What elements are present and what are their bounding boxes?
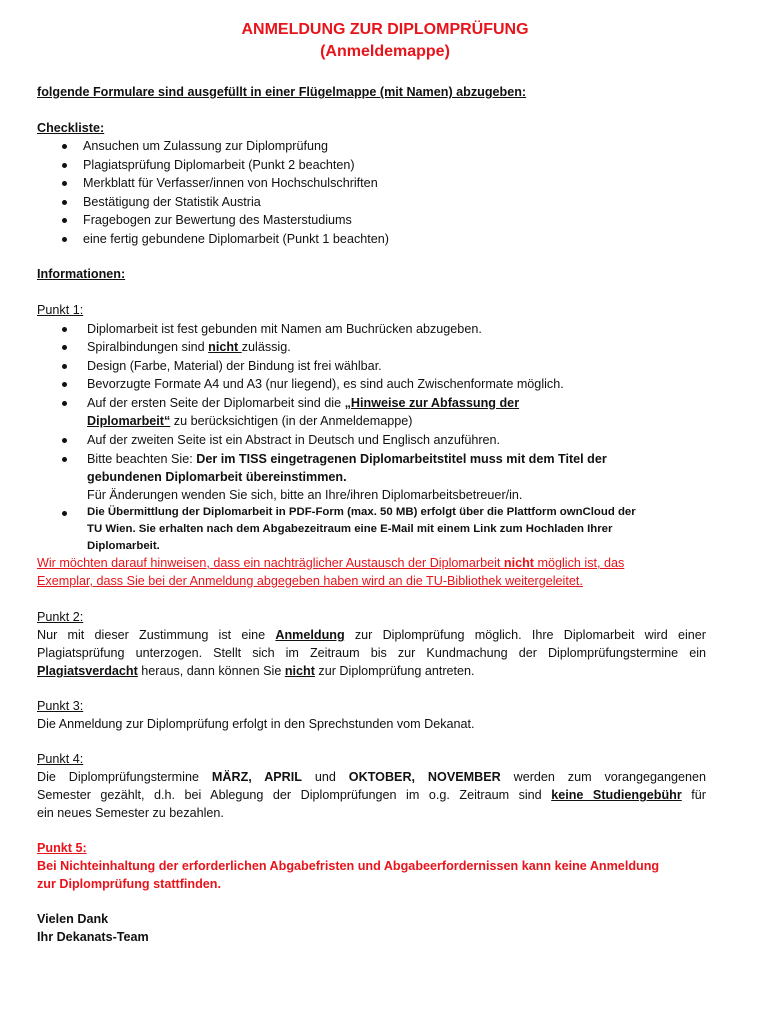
punkt5-text: zur Diplomprüfung stattfinden. [37, 877, 221, 891]
punkt1-item: Auf der zweiten Seite ist ein Abstract in Deutsch und Englisch anzuführen. [87, 433, 501, 447]
punkt2-text [37, 664, 475, 678]
emphasis: nicht [284, 664, 315, 678]
text: heraus, dann können Sie [137, 664, 285, 678]
punkt1-item: Diplomarbeit ist fest gebunden mit Namen am Buchrücken abzugeben. [87, 322, 482, 336]
punkt5-text: Bei Nichteinhaltung der erforderlichen Abgabefristen und Abgabeerfordernissen kann keine Anmeldung [37, 859, 660, 873]
checklist-item: Plagiatsprüfung Diplomarbeit (Punkt 2 beachten) [83, 158, 355, 172]
bullet-icon [62, 179, 70, 187]
warning-text-cont: Exemplar, dass Sie bei der Anmeldung abgegeben haben wird an die TU-Bibliothek weitergeleitet. [37, 574, 583, 588]
emphasis: Der im TISS eingetragenen Diplomarbeitstitel muss mit dem Titel der [196, 452, 607, 466]
emphasis: MÄRZ, APRIL [211, 770, 302, 784]
punkt3-heading: Punkt 3: [37, 699, 84, 713]
emphasis: nicht [208, 340, 242, 354]
emphasis: nicht [503, 556, 534, 570]
punkt3-text: Die Anmeldung zur Diplomprüfung erfolgt in den Sprechstunden vom Dekanat. [37, 717, 475, 731]
intro-text: folgende Formulare sind ausgefüllt in einer Flügelmappe (mit Namen) abzugeben: [37, 85, 527, 99]
punkt1-item-cont: Diplomarbeit. [87, 540, 160, 552]
checklist-item: Ansuchen um Zulassung zur Diplomprüfung [83, 139, 329, 153]
punkt1-heading: Punkt 1: [37, 303, 84, 317]
text: Bitte beachten Sie: [87, 452, 197, 466]
emphasis: OKTOBER, NOVEMBER [348, 770, 501, 784]
emphasis: Diplomarbeit“ [87, 414, 171, 428]
bullet-icon [62, 380, 70, 388]
punkt1-item-cont [87, 414, 413, 428]
punkt1-item: Die Übermittlung der Diplomarbeit in PDF-Form (max. 50 MB) erfolgt über die Plattform ownCloud der [87, 506, 636, 518]
checklist-heading: Checkliste: [37, 121, 105, 135]
text: Nur mit dieser Zustimmung ist eine [37, 628, 276, 642]
checklist-item: Fragebogen zur Bewertung des Masterstudiums [83, 213, 352, 227]
bullet-icon [62, 436, 70, 444]
warning-text [37, 556, 624, 570]
punkt1-item [87, 340, 291, 354]
text: zu berücksichtigen (in der Anmeldemappe) [170, 414, 413, 428]
bullet-icon [62, 161, 70, 169]
emphasis: keine Studiengebühr [551, 788, 682, 802]
bullet-icon [62, 325, 70, 333]
punkt2-heading: Punkt 2: [37, 610, 84, 624]
punkt1-item [87, 396, 519, 410]
checklist-item: Merkblatt für Verfasser/innen von Hochschulschriften [83, 176, 378, 190]
text: zulässig. [241, 340, 291, 354]
punkt1-item-cont: gebundenen Diplomarbeit übereinstimmen. [87, 470, 347, 484]
punkt4-text: ein neues Semester zu bezahlen. [37, 806, 224, 820]
emphasis: Plagiatsverdacht [37, 664, 138, 678]
punkt1-item-cont: Für Änderungen wenden Sie sich, bitte an Ihre/ihren Diplomarbeitsbetreuer/in. [87, 488, 523, 502]
bullet-icon [62, 198, 70, 206]
punkt4-heading: Punkt 4: [37, 752, 84, 766]
text: für [681, 788, 706, 802]
emphasis: „Hinweise zur Abfassung der [344, 396, 520, 410]
text: werden zum vorangegangenen [500, 770, 707, 784]
text: zur Diplomprüfung antreten. [314, 664, 475, 678]
text: Semester gezählt, d.h. bei Ablegung der Diplomprüfungen im o.g. Zeitraum sind [37, 788, 552, 802]
bullet-icon [62, 362, 70, 370]
text: zur Diplomprüfung möglich. Ihre Diplomarbeit wird einer [344, 628, 706, 642]
text: und [301, 770, 349, 784]
punkt2-text [37, 628, 706, 642]
text: Auf der ersten Seite der Diplomarbeit sind die [87, 396, 345, 410]
punkt4-text [37, 788, 706, 802]
bullet-icon [62, 455, 70, 463]
checklist-item: eine fertig gebundene Diplomarbeit (Punkt 1 beachten) [83, 232, 389, 246]
punkt1-item: Bevorzugte Formate A4 und A3 (nur liegend), es sind auch Zwischenformate möglich. [87, 377, 564, 391]
bullet-icon [62, 399, 70, 407]
closing-thanks: Vielen Dank [37, 912, 109, 926]
text: möglich ist, das [534, 556, 625, 570]
info-heading: Informationen: [37, 267, 126, 281]
punkt1-item-cont: TU Wien. Sie erhalten nach dem Abgabezeitraum eine E-Mail mit einem Link zum Hochladen Ihrer [87, 523, 613, 535]
punkt1-item [87, 452, 607, 466]
bullet-icon [62, 216, 70, 224]
emphasis: Anmeldung [275, 628, 345, 642]
punkt5-heading: Punkt 5: [37, 841, 87, 855]
text: Die Diplomprüfungstermine [37, 770, 212, 784]
bullet-icon [62, 142, 70, 150]
closing-signature: Ihr Dekanats-Team [37, 930, 149, 944]
text: Wir möchten darauf hinweisen, dass ein nachträglicher Austausch der Diplomarbeit [37, 556, 504, 570]
document-subtitle: (Anmeldemappe) [320, 43, 450, 60]
punkt2-text: Plagiatsprüfung unterzogen. Stellt sich im Zeitraum bis zur Kundmachung der Diplomprüfungstermine ein [37, 646, 706, 660]
checklist-item: Bestätigung der Statistik Austria [83, 195, 261, 209]
text: Spiralbindungen sind [87, 340, 209, 354]
document-title: ANMELDUNG ZUR DIPLOMPRÜFUNG [241, 21, 529, 38]
bullet-icon [62, 343, 70, 351]
punkt1-item: Design (Farbe, Material) der Bindung ist frei wählbar. [87, 359, 382, 373]
bullet-icon [62, 235, 70, 243]
bullet-icon [62, 509, 70, 517]
punkt4-text [37, 770, 706, 784]
